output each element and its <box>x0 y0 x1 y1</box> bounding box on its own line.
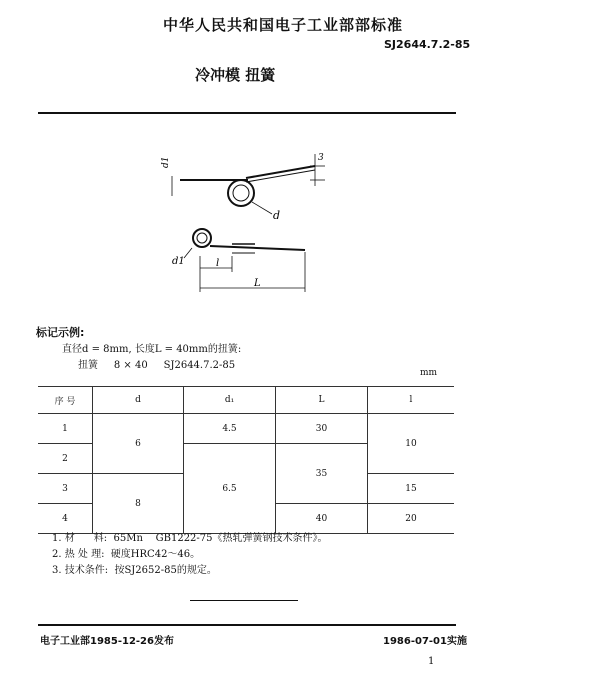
coil-outer <box>228 180 254 206</box>
coil-inner <box>233 185 249 201</box>
standard-org-title: 中华人民共和国电子工业部部标准 <box>163 16 404 34</box>
dim-L: L <box>254 278 261 289</box>
note-heat-treatment: 2. 热 处 理: 硬度HRC42～46。 <box>52 549 201 560</box>
cell-no: 2 <box>38 444 93 474</box>
dim-d1: d1 <box>172 256 185 267</box>
cell-l: 10 <box>368 414 455 474</box>
cell-l: 15 <box>368 474 455 504</box>
spec-table <box>38 386 454 534</box>
cell-d: 6 <box>93 414 184 474</box>
col-header-L: L <box>276 387 368 414</box>
standard-code: SJ2644.7.2-85 <box>384 38 471 51</box>
col-header-l: l <box>368 387 455 414</box>
dim-d1-top: d1 <box>161 156 171 168</box>
notes-end-rule <box>190 600 298 601</box>
table-row <box>38 414 454 444</box>
cell-no: 1 <box>38 414 93 444</box>
cell-d1: 4.5 <box>184 414 276 444</box>
dim-d: d <box>273 209 281 222</box>
col-header-no: 序 号 <box>38 387 93 414</box>
dim-l: l <box>216 258 220 269</box>
marking-example-line1: 直径d = 8mm, 长度L = 40mm的扭簧: <box>62 344 242 355</box>
note-technical-conditions: 3. 技术条件: 按SJ2652-85的规定。 <box>52 565 217 576</box>
notes <box>52 531 328 579</box>
dim-3: 3 <box>318 153 324 163</box>
col-header-d: d <box>93 387 184 414</box>
footer-rule <box>38 624 456 626</box>
effective-date: 1986-07-01实施 <box>383 636 467 647</box>
cell-d: 8 <box>93 474 184 534</box>
table-unit: mm <box>420 368 438 378</box>
cell-L: 40 <box>276 504 368 534</box>
cell-l: 20 <box>368 504 455 534</box>
marking-example-heading: 标记示例: <box>36 326 85 339</box>
cell-L: 35 <box>276 444 368 504</box>
cell-no: 4 <box>38 504 93 534</box>
cell-d1: 6.5 <box>184 444 276 534</box>
coil-side <box>193 229 211 247</box>
col-header-d1: d₁ <box>184 387 276 414</box>
page-number: 1 <box>428 656 435 667</box>
marking-example-line2: 扭簧 8 × 40 SJ2644.7.2-85 <box>78 360 236 371</box>
document-title: 冷冲模 扭簧 <box>195 66 276 84</box>
issue-date: 电子工业部1985-12-26发布 <box>40 636 174 647</box>
cell-no: 3 <box>38 474 93 504</box>
cell-L: 30 <box>276 414 368 444</box>
table-header-row <box>38 387 454 414</box>
note-material: 1. 材 料: 65Mn GB1222-75《热轧弹簧钢技术条件》。 <box>52 533 328 544</box>
torsion-spring-drawing <box>160 140 340 300</box>
header-rule <box>38 112 456 114</box>
